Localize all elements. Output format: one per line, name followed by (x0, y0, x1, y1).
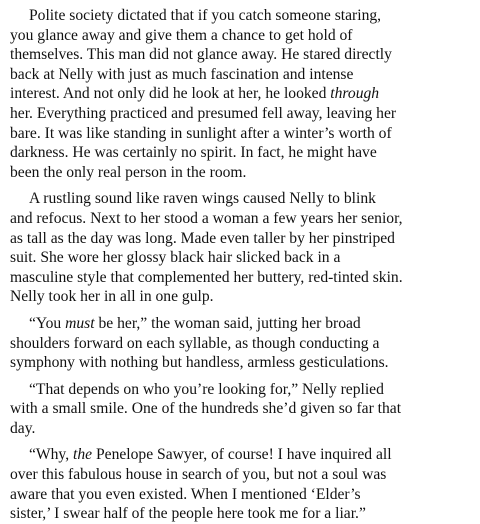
text-run: as tall as the day was long. Made even taller by her pinstriped (10, 229, 395, 247)
paragraph (10, 314, 472, 373)
text-run: aware that you even existed. When I mentioned ‘Elder’s (10, 485, 361, 503)
text-run: Penelope Sawyer, of course! I have inquired all (92, 446, 392, 464)
text-run: interest. And not only did he look at her, he looked (10, 85, 331, 103)
text-run: her. Everything practiced and presumed fell away, leaving her (10, 104, 397, 122)
text-line (10, 248, 472, 268)
text-line (10, 353, 472, 373)
text-line (10, 163, 472, 183)
text-run: “That depends on who you’re looking for,” Nelly replied (29, 380, 384, 398)
text-run: sister,’ I swear half of the people here took me for a liar.” (10, 505, 366, 523)
text-run: day. (10, 419, 36, 437)
text-run: be her,” the woman said, jutting her broad (94, 314, 361, 332)
italic-text: the (73, 446, 93, 464)
text-line (10, 334, 472, 354)
text-run: you glance away and give them a chance to get hold of (10, 26, 353, 44)
text-line (10, 124, 472, 144)
text-run: and refocus. Next to her stood a woman a few years her senior, (10, 209, 403, 227)
text-line (10, 419, 472, 439)
text-run: masculine style that complemented her buttery, red-tinted skin. (10, 268, 403, 286)
text-run: over this fabulous house in search of you, but not a soul was (10, 466, 387, 484)
paragraph (10, 380, 472, 439)
paragraph (10, 6, 472, 182)
text-line (10, 26, 472, 46)
italic-text: must (65, 314, 95, 332)
text-run: back at Nelly with just as much fascination and intense (10, 65, 354, 83)
text-run: bare. It was like standing in sunlight after a winter’s worth of (10, 124, 392, 142)
text-line (10, 45, 472, 65)
text-run: darkness. He was certainly no spirit. In fact, he might have (10, 144, 377, 162)
text-line (10, 287, 472, 307)
text-line (10, 380, 472, 400)
text-line (10, 268, 472, 288)
text-run: shoulders forward on each syllable, as though conducting a (10, 334, 380, 352)
text-line (10, 65, 472, 85)
text-run: “You (29, 314, 66, 332)
text-line (10, 84, 472, 104)
text-run: Polite society dictated that if you catch someone staring, (29, 7, 382, 24)
text-line (10, 314, 472, 334)
text-line (10, 104, 472, 124)
text-line (10, 399, 472, 419)
text-run: been the only real person in the room. (10, 163, 247, 181)
text-run: “Why, (29, 446, 74, 464)
text-line (10, 209, 472, 229)
text-run: with a small smile. One of the hundreds she’d given so far that (10, 400, 402, 418)
text-line (10, 229, 472, 249)
text-line (10, 189, 472, 209)
text-line (10, 445, 472, 465)
text-run: A rustling sound like raven wings caused Nelly to blink (29, 190, 376, 208)
paragraph (10, 189, 472, 307)
text-line (10, 465, 472, 485)
text-line (10, 6, 472, 26)
text-run: themselves. This man did not glance away. He stared directly (10, 46, 392, 64)
text-line (10, 143, 472, 163)
text-run: symphony with nothing but handless, armless gesticulations. (10, 354, 389, 372)
text-run: Nelly took her in all in one gulp. (10, 288, 214, 306)
italic-text: through (330, 85, 380, 103)
text-line (10, 504, 472, 524)
paragraph (10, 445, 472, 523)
text-run: suit. She wore her glossy black hair slicked back in a (10, 249, 341, 267)
text-line (10, 485, 472, 505)
